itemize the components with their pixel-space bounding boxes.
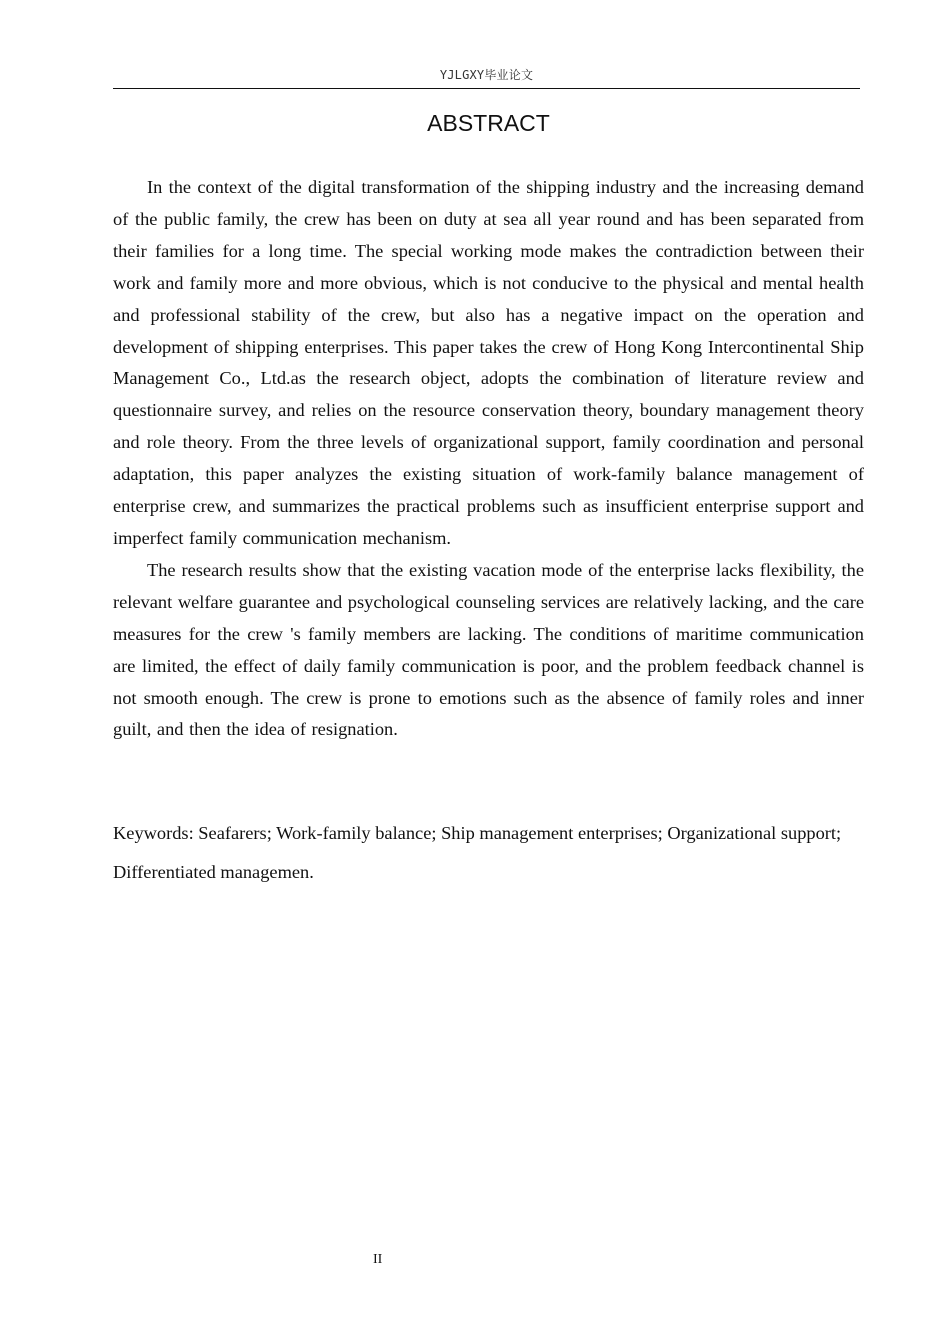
abstract-title: ABSTRACT (427, 110, 550, 136)
abstract-body (113, 172, 864, 746)
abstract-paragraph-2: The research results show that the existing vacation mode of the enterprise lacks flexibility, the relevant welfare guarantee and psychological counseling services are relatively lacking, and the care measures for the crew 's family members are lacking. The conditions of maritime communication are limited, the effect of daily family communication is poor, and the problem feedback channel is not smooth enough. The crew is prone to emotions such as the absence of family roles and inner guilt, and then the idea of resignation. (113, 559, 864, 740)
page-number: II (373, 1252, 383, 1267)
page-header: YJLGXY毕业论文 (439, 68, 534, 82)
keywords: Keywords: Seafarers; Work-family balance; Ship management enterprises; Organizational support; Differentiated managemen. (113, 823, 842, 882)
abstract-paragraph-1: In the context of the digital transformation of the shipping industry and the increasing demand of the public family, the crew has been on duty at sea all year round and has been separated from their families for a long time. The special working mode makes the contradiction between their work and family more and more obvious, which is not conducive to the physical and mental health and professional stability of the crew, but also has a negative impact on the operation and development of shipping enterprises. This paper takes the crew of Hong Kong Intercontinental Ship Management Co., Ltd.as the research object, adopts the combination of literature review and questionnaire survey, and relies on the resource conservation theory, boundary management theory and role theory. From the three levels of organizational support, family coordination and personal adaptation, this paper analyzes the existing situation of work-family balance management of enterprise crew, and summarizes the practical problems such as insufficient enterprise support and imperfect family communication mechanism. (113, 177, 864, 548)
header-rule (113, 88, 860, 89)
